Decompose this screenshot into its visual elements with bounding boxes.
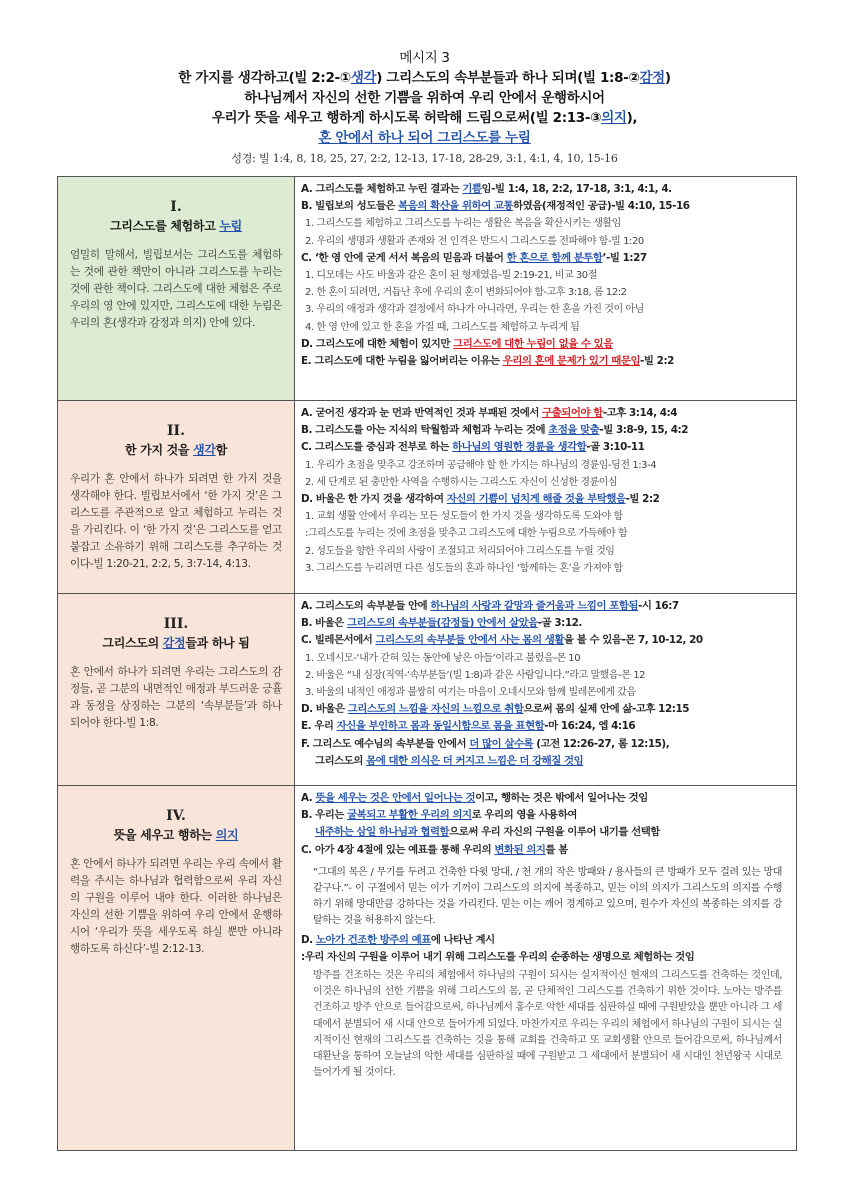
section-title-text: 그리스도의 (102, 636, 163, 650)
outline-point (301, 353, 790, 370)
section-description: 혼 안에서 하나가 되려면 우리는 우리 속에서 활력을 주시는 하나님과 협력함으로써 우리 자신의 구원을 이루어 내야 한다. 이러한 하나님은 자신의 선한 기쁨을 위하여 우리 안에서 운행하시어 ‘우리가 뜻을 세우도록 하실 뿐만 아니라 행하도록 하신다’-빌 2:12-13. (70, 858, 282, 955)
outline-point-text: D. (301, 933, 316, 946)
outline-point-tail: -골 3:10-11 (586, 441, 645, 454)
outline-point (301, 198, 790, 215)
outline-point-text: F. 그리스도 예수님의 속부분들 안에서 (301, 737, 470, 750)
outline-point (301, 650, 790, 667)
outline-point-text: 1. 우리가 초점을 맞추고 강조하며 공급해야 할 한 가지는 하나님의 경륜임-딤전 1:3-4 (305, 459, 657, 471)
outline-point-text: :우리 자신의 구원을 이루어 내기 위해 그리스도를 우리의 순종하는 생명으로 체험하는 것임 (301, 950, 695, 963)
scripture-reading: 성경: 빌 1:4, 8, 18, 25, 27, 2:2, 12-13, 17-18, 28-29, 3:1, 4:1, 4, 10, 15-16 (231, 152, 618, 165)
header-line-2: 하나님께서 자신의 선한 기쁨을 위하여 우리 안에서 운행하시어 (244, 90, 605, 106)
outline-point (301, 525, 790, 542)
section-points-cell (295, 786, 797, 1151)
outline-point (301, 718, 790, 735)
outline-point (301, 439, 790, 456)
outline-point-text: E. 그리스도에 대한 누림을 잃어버리는 이유는 (301, 355, 503, 368)
outline-point-text: 1. 오네시모-‘내가 갇혀 있는 동안에 낳은 아들’이라고 불렀음-몬 10 (305, 652, 581, 664)
outline-point (301, 181, 790, 198)
outline-point-text: 2. 성도들을 향한 우리의 사랑이 조절되고 처리되어야 그리스도를 누릴 것임 (305, 545, 615, 557)
outline-point-tail: -고후 3:14, 4:4 (602, 407, 678, 419)
outline-point-tail: 을 볼 수 있음-몬 7, 10-12, 20 (563, 634, 703, 647)
section-title-keyword: 감정 (162, 636, 186, 650)
outline-point-highlight: 복음의 확산을 위하여 교통 (398, 200, 514, 213)
outline-point-highlight: 한 혼으로 함께 분투함 (506, 251, 603, 264)
section-title-keyword: 생각 (193, 443, 216, 457)
outline-point (301, 842, 790, 859)
section-summary-cell (58, 594, 295, 786)
outline-point (301, 405, 790, 422)
header-line-3: 우리가 뜻을 세우고 행하게 하시도록 허락해 드림으로써(빌 2:13-③의지), (211, 110, 638, 126)
outline-point-highlight: 하나님의 영원한 경륜을 생각함 (452, 441, 587, 454)
outline-point-tail: -마 16:24, 엡 4:16 (544, 720, 636, 733)
outline-point-text: A. 그리스도의 속부분들 안에 (301, 600, 431, 612)
section-title-tail: 들과 하나 됨 (185, 636, 250, 650)
outline-point-tail: -골 3:12. (537, 617, 582, 630)
outline-point-highlight: 초점을 맞춤 (548, 424, 600, 437)
header-line-4: 혼 안에서 하나 되어 그리스도를 누림 (318, 130, 531, 146)
section-points-cell (295, 401, 797, 594)
outline-point (301, 250, 790, 267)
outline-point-highlight: 변화된 의지 (494, 843, 546, 856)
outline-point (301, 267, 790, 284)
outline-point-tail: -빌 2:2 (640, 355, 674, 368)
section-number: II. (167, 423, 185, 439)
outline-point-text: 1. 그리스도를 체험하고 그리스도를 누리는 생활은 복음을 확산시키는 생활임 (305, 218, 621, 230)
outline-point-text: 2. 바울은 “내 심장(직역-‘속부분들’(빌 1:8)과 같은 사람입니다.”라고 말했음-몬 12 (305, 669, 646, 681)
section-number: IV. (166, 808, 186, 824)
outline-point-text: 2. 세 단계로 된 충만한 사역을 수행하시는 그리스도 자신이 신성한 경륜이심 (305, 476, 618, 488)
outline-point-highlight-red: 우리의 혼에 문제가 있기 때문임 (502, 355, 641, 368)
outline-point-text: B. 그리스도를 아는 지식의 탁월함과 체험과 누리는 것에 (301, 424, 549, 437)
section-points (295, 401, 796, 581)
section-row (58, 177, 797, 401)
outline-point (301, 508, 790, 525)
outline-point-highlight: 자신의 기쁨이 넘치게 해줄 것을 부탁했음 (446, 493, 626, 506)
outline-point (301, 284, 790, 301)
outline-point (301, 319, 790, 336)
outline-point-tail: 이고, 행하는 것은 밖에서 일어나는 것임 (475, 792, 648, 804)
outline-point (301, 949, 790, 966)
outline-point-tail: 으로써 몸의 실제 안에 삶-고후 12:15 (523, 703, 690, 716)
outline-point (301, 560, 790, 577)
outline-point-highlight: 굴복되고 부활한 우리의 의지 (347, 809, 472, 822)
message-number: 메시지 3 (399, 50, 450, 66)
outline-point (301, 932, 790, 949)
outline-point (301, 684, 790, 701)
outline-point-text: B. 바울은 (301, 617, 348, 630)
section-summary (58, 177, 294, 338)
outline-point-highlight: 하나님의 사랑과 갈망과 즐거움과 느낌이 포함됨 (430, 600, 639, 612)
section-summary (58, 786, 294, 964)
section-points-cell (295, 177, 797, 401)
outline-point-text: D. 바울은 한 가지 것을 생각하여 (301, 493, 447, 506)
outline-point-tail: -시 16:7 (638, 600, 679, 612)
outline-point-text: 3. 그리스도를 누리려면 다른 성도들의 혼과 하나인 ‘함께하는 혼’을 가져야 함 (305, 562, 623, 574)
outline-point (301, 301, 790, 318)
outline-point-text: A. 그리스도를 체험하고 누린 결과는 (301, 183, 463, 195)
outline-point-highlight-red: 구출되어야 함 (542, 407, 603, 419)
outline-point (301, 543, 790, 560)
outline-point (301, 667, 790, 684)
outline-point (301, 632, 790, 649)
outline-point (301, 336, 790, 353)
outline-point-highlight: 자신을 부인하고 몸과 동일시함으로 몸을 표현함 (336, 720, 545, 733)
outline-point-highlight-red: 그리스도에 대한 누림이 없을 수 있음 (453, 337, 613, 350)
section-title-text: 그리스도를 체험하고 (110, 219, 220, 233)
song-of-songs-quote: “그대의 목은 / 무기를 두려고 건축한 다윗 망대, / 천 개의 작은 방패와 / 용사들의 큰 방패가 모두 걸려 있는 망대 같구나.”- 이 구절에서 믿는 이가 기꺼이 그리스도의 의지에 복종하고, 믿는 이의 의지가 그리스도의 의지를 수행하기 위해 망대만큼 강하다는 것을 가리킨다. 믿는 이는 깨어 경계하고 있으며, 원수가 자신의 복종하는 의지를 강탈하는 것을 허용하지 않는다. (313, 866, 782, 927)
outline-point (301, 736, 790, 753)
outline-point-highlight: 기쁨 (462, 183, 482, 195)
outline-point-text: :그리스도를 누리는 것에 초점을 맞추고 그리스도에 대한 누림으로 가득해야 함 (305, 528, 628, 540)
outline-point-tail: 를 봄 (545, 843, 568, 856)
outline-point-tail: 로 우리의 영을 사용하여 (471, 809, 578, 822)
outline-point-highlight: 뜻을 세우는 것은 안에서 일어나는 것 (315, 792, 476, 804)
outline-point (301, 233, 790, 250)
section-title (70, 442, 282, 459)
section-description: 혼 안에서 하나가 되려면 우리는 그리스도의 감정들, 곧 그분의 내면적인 애정과 부드러운 긍휼과 동정을 상징하는 그분의 ‘속부분들’과 하나 되어야 한다-빌 1:8. (70, 666, 282, 729)
outline-point-text: 1. 디모데는 사도 바울과 같은 혼이 된 형제였음-빌 2:19-21, 비교 30절 (305, 270, 597, 282)
outline-point-tail: -빌 3:8-9, 15, 4:2 (599, 424, 689, 437)
outline-point-text: 2. 한 혼이 되려면, 거듭난 후에 우리의 혼이 변화되어야 함-고후 3:18, 롬 12:2 (305, 287, 627, 299)
section-points (295, 786, 796, 1087)
section-number: III. (163, 616, 189, 632)
section-summary-cell (58, 177, 295, 401)
outline-point (301, 422, 790, 439)
outline-point-text: 그리스도의 (315, 754, 367, 767)
header-line-1: 한 가지를 생각하고(빌 2:2-①생각) 그리스도의 속부분들과 하나 되며(빌 1:8-②감정) (178, 70, 671, 86)
section-title-keyword: 누림 (219, 219, 242, 233)
outline-point-text: D. 바울은 (301, 703, 348, 716)
section-row (58, 594, 797, 786)
outline-point-tail: 에 나타난 계시 (430, 933, 495, 946)
outline-point-highlight: 노아가 건조한 방주의 예표 (315, 933, 431, 946)
outline-point-text: C. 아가 4장 4절에 있는 예표를 통해 우리의 (301, 843, 495, 856)
outline-point (301, 598, 790, 615)
section-summary (58, 401, 294, 579)
outline-point-highlight: 더 많이 살수록 (469, 737, 534, 750)
section-title (70, 635, 282, 652)
outline-point-tail: -빌 2:2 (625, 493, 660, 506)
outline-point-tail: 으로써 우리 자신의 구원을 이루어 내기를 선택함 (449, 826, 660, 839)
outline-table (57, 176, 797, 1151)
outline-point-text: C. ‘한 영 안에 굳게 서서 복음의 믿음과 더불어 (301, 251, 507, 264)
outline-point (301, 753, 790, 770)
section-title (70, 827, 282, 844)
section-row (58, 786, 797, 1151)
outline-point (301, 824, 790, 841)
outline-point-text: B. 빌립보의 성도들은 (301, 200, 399, 213)
outline-point-text: C. 빌레몬서에서 (301, 634, 376, 647)
outline-point (301, 701, 790, 718)
section-description: 엄밀히 말해서, 빌립보서는 그리스도를 체험하는 것에 관한 책만이 아니라 그리스도를 누리는 것에 관한 책이다. 그리스도에 대한 체험은 주로 우리의 영 안에 있지만, 그리스도에 대한 누림은 우리의 혼(생각과 감정과 의지) 안에 있다. (70, 249, 282, 329)
section-summary (58, 594, 294, 738)
ark-paragraph: 방주를 건조하는 것은 우리의 체험에서 하나님의 구원이 되시는 실지적이신 현재의 그리스도를 건축하는 것인데, 이것은 하나님의 선한 기쁨을 위해 그리스도의 몸, 곧 단체적인 그리스도를 건축하기 위한 것이다. 노아는 방주를 건조하고 방주 안으로 들어감으로써, 하나님께서 홍수로 악한 세대를 심판하실 때에 구원받았을 뿐만 아니라 그 세대에서 분별되어 새 시대 안으로 들어가게 되었다. 마찬가지로 우리는 우리의 체험에서 하나님의 구원이 되시는 실지적이신 현재의 그리스도를 건축하는 것을 통해 교회를 건축하고 또 교회생활 안으로 들어감으로써, 하나님께서 대환난을 통하여 오늘날의 악한 세대를 심판하실 때에 구원받고 그 세대에서 분별되어 새 시대인 천년왕국 시대로 들어가게 될 것이다. (313, 970, 782, 1079)
outline-point (301, 474, 790, 491)
outline-point-tail: 하였음(재정적인 공급)-빌 4:10, 15-16 (513, 200, 690, 213)
outline-point-highlight: 몸에 대한 의식은 더 커지고 느낌은 더 강해질 것임 (366, 754, 584, 767)
outline-point-highlight: 그리스도의 속부분들 안에서 사는 몸의 생활 (375, 634, 564, 647)
outline-point-highlight: 그리스도의 속부분들(감정들) 안에서 살았음 (347, 617, 538, 630)
section-points (295, 177, 796, 374)
section-title-text: 뜻을 세우고 행하는 (113, 828, 216, 842)
outline-point-text: E. 우리 (301, 720, 337, 733)
outline-point-highlight: 그리스도의 느낌을 자신의 느낌으로 취함 (347, 703, 524, 716)
header (0, 48, 849, 166)
outline-point (301, 215, 790, 232)
outline-point-highlight: 내주하는 삼일 하나님과 협력함 (315, 826, 450, 839)
outline-point (301, 790, 790, 807)
section-description: 우리가 혼 안에서 하나가 되려면 한 가지 것을 생각해야 한다. 빌립보서에서 ‘한 가지 것’은 그리스도를 주관적으로 알고 체험하고 누리는 것을 가리킨다. 이 ‘한 가지 것’은 그리스도를 얻고 붙잡고 소유하기 위해 그리스도를 추구하는 것이다-빌 1:20-21, 2:2, 5, 3:7-14, 4:13. (70, 473, 282, 570)
outline-point-text: B. 우리는 (301, 809, 348, 822)
outline-point-text: D. 그리스도에 대한 체험이 있지만 (301, 337, 454, 350)
outline-point (301, 491, 790, 508)
section-row (58, 401, 797, 594)
outline-point-tail: (고전 12:26-27, 롬 12:15), (533, 737, 670, 750)
section-title-tail: 함 (215, 443, 227, 457)
outline-point-text: 1. 교회 생활 안에서 우리는 모든 성도들이 한 가지 것을 생각하도록 도와야 함 (305, 511, 623, 523)
outline-point-text: A. (301, 792, 316, 804)
outline-point-text: 3. 바울의 내적인 애정과 불쌍히 여기는 마음이 오네시모와 함께 빌레몬에게 갔음 (305, 687, 636, 699)
section-summary-cell (58, 401, 295, 594)
outline-point-text: 3. 우리의 애정과 생각과 결정에서 하나가 아니라면, 우리는 한 혼을 가진 것이 아님 (305, 304, 644, 316)
section-summary-cell (58, 786, 295, 1151)
outline-point-text: 2. 우리의 생명과 생활과 존재와 전 인격은 반드시 그리스도를 전파해야 함-빌 1:20 (305, 235, 644, 247)
outline-point (301, 457, 790, 474)
section-points (295, 594, 796, 774)
section-points-cell (295, 594, 797, 786)
outline-point-text: A. 굳어진 생각과 눈 먼과 반역적인 것과 부패된 것에서 (301, 407, 543, 419)
outline-point-tail: ’-빌 1:27 (602, 251, 647, 264)
section-number: I. (170, 199, 182, 215)
outline-point (301, 615, 790, 632)
outline-point-text: C. 그리스도를 중심과 전부로 하는 (301, 441, 453, 454)
outline-point (301, 807, 790, 824)
outline-point-text: 4. 한 영 안에 있고 한 혼을 가질 때, 그리스도를 체험하고 누리게 됨 (305, 321, 580, 333)
section-title (70, 218, 282, 235)
section-title-keyword: 의지 (215, 828, 239, 842)
section-title-text: 한 가지 것을 (125, 443, 194, 457)
outline-point-tail: 임-빌 1:4, 18, 2:2, 17-18, 3:1, 4:1, 4. (481, 183, 672, 195)
